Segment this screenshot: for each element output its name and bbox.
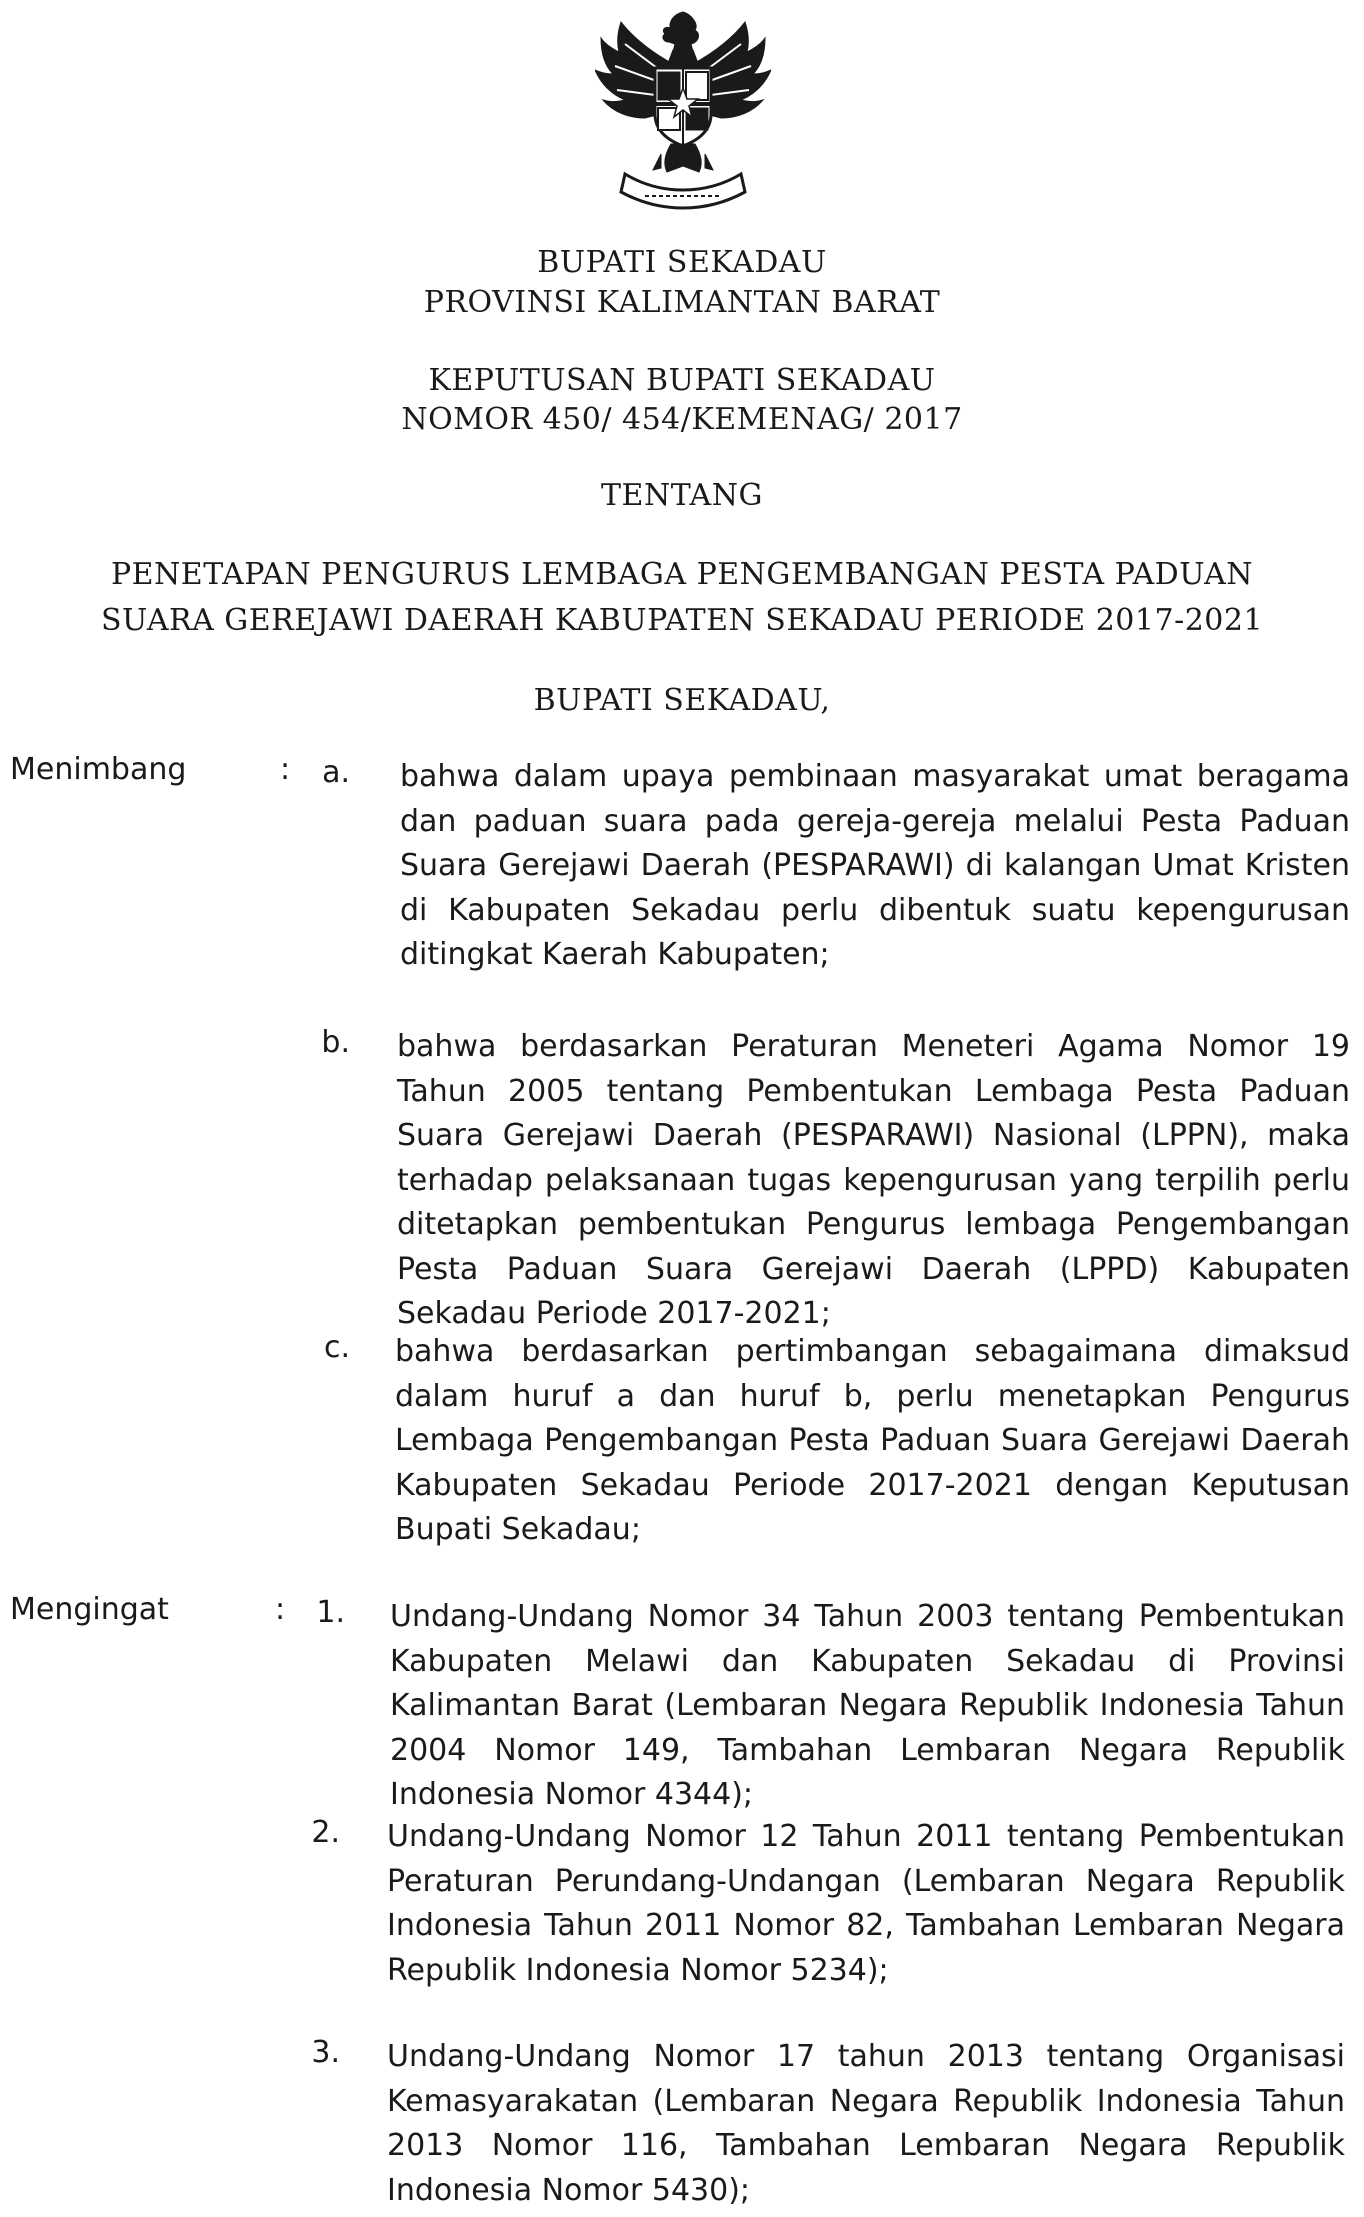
decree-title: KEPUTUSAN BUPATI SEKADAU bbox=[428, 363, 936, 398]
mengingat-item-mark: 1. bbox=[316, 1595, 345, 1630]
mengingat-item-text: Undang-Undang Nomor 34 Tahun 2003 tentang Pembentukan Kabupaten Melawi dan Kabupaten Sekadau di Provinsi Kalimantan Barat (Lembaran Negara Republik Indonesia Tahun 2004 Nomor 149, Tambahan Lembaran Negara Republik Indonesia Nomor 4344); bbox=[390, 1599, 1345, 1812]
subject-line-1: PENETAPAN PENGURUS LEMBAGA PENGEMBANGAN PESTA PADUAN bbox=[110, 557, 1254, 592]
mengingat-item-mark: 2. bbox=[311, 1815, 340, 1850]
garuda-emblem-icon bbox=[595, 4, 771, 216]
menimbang-item-text: bahwa berdasarkan pertimbangan sebagaimana dimaksud dalam huruf a dan huruf b, perlu menetapkan Pengurus Lembaga Pengembangan Pesta Paduan Suara Gerejawi Daerah Kabupaten Sekadau Periode 2017-2021 dengan Keputusan Bupati Sekadau; bbox=[395, 1334, 1350, 1547]
menimbang-item-mark: a. bbox=[322, 755, 350, 790]
mengingat-item-mark: 3. bbox=[311, 2035, 340, 2070]
issuer-line-2: PROVINSI KALIMANTAN BARAT bbox=[423, 285, 941, 320]
menimbang-item-text: bahwa berdasarkan Peraturan Meneteri Agama Nomor 19 Tahun 2005 tentang Pembentukan Lembaga Pesta Paduan Suara Gerejawi Daerah (PESPARAWI) Nasional (LPPN), maka terhadap pelaksanaan tugas kepengurusan yang terpilih perlu ditetapkan pembentukan Pengurus lembaga Pengembangan Pesta Paduan Suara Gerejawi Daerah (LPPD) Kabupaten Sekadau Periode 2017-2021; bbox=[397, 1029, 1350, 1331]
mengingat-item-text: Undang-Undang Nomor 12 Tahun 2011 tentang Pembentukan Peraturan Perundang-Undangan (Lembaran Negara Republik Indonesia Tahun 2011 Nomor 82, Tambahan Lembaran Negara Republik Indonesia Nomor 5234); bbox=[387, 1819, 1345, 1988]
mengingat-label: Mengingat bbox=[10, 1592, 169, 1627]
menimbang-label: Menimbang bbox=[10, 752, 187, 787]
mengingat-colon: : bbox=[275, 1592, 286, 1627]
issuer-line-1: BUPATI SEKADAU bbox=[537, 245, 827, 280]
mengingat-item-text: Undang-Undang Nomor 17 tahun 2013 tentang Organisasi Kemasyarakatan (Lembaran Negara Republik Indonesia Tahun 2013 Nomor 116, Tambahan Lembaran Negara Republik Indonesia Nomor 5430); bbox=[387, 2039, 1345, 2208]
subject-line-2: SUARA GEREJAWI DAERAH KABUPATEN SEKADAU PERIODE 2017-2021 bbox=[100, 603, 1264, 638]
menimbang-item-text: bahwa dalam upaya pembinaan masyarakat umat beragama dan paduan suara pada gereja-gereja melalui Pesta Paduan Suara Gerejawi Daerah (PESPARAWI) di kalangan Umat Kristen di Kabupaten Sekadau perlu dibentuk suatu kepengurusan ditingkat Kaerah Kabupaten; bbox=[400, 759, 1350, 972]
menimbang-item-mark: c. bbox=[323, 1330, 350, 1365]
menimbang-item-mark: b. bbox=[321, 1025, 350, 1060]
issuer-salutation: BUPATI SEKADAU, bbox=[533, 683, 831, 718]
tentang-heading: TENTANG bbox=[601, 478, 763, 513]
menimbang-colon: : bbox=[280, 752, 291, 787]
decree-number: NOMOR 450/ 454/KEMENAG/ 2017 bbox=[401, 402, 963, 437]
